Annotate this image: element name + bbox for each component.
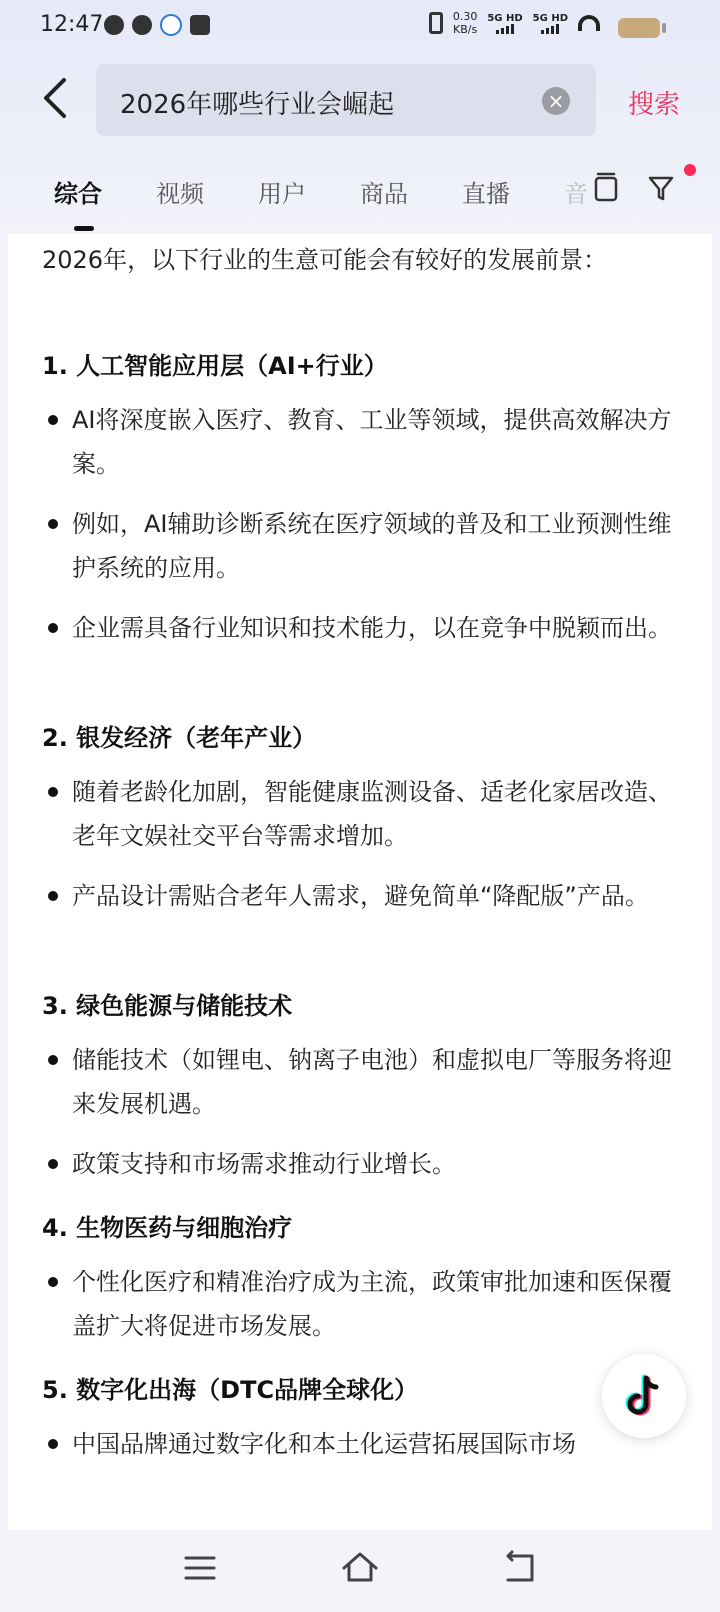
- bullet-dot: [48, 787, 58, 797]
- wifi-icon: [578, 15, 600, 31]
- network-label-1: 5G HD: [487, 12, 523, 24]
- filter-badge: [684, 164, 696, 176]
- list-item: [42, 1422, 682, 1466]
- status-time: 12:47: [40, 12, 104, 37]
- search-button[interactable]: 搜索: [628, 90, 681, 120]
- section-heading: 2. 银发经济（老年产业）: [42, 724, 317, 752]
- signal-1: [487, 13, 522, 34]
- bullet-dot: [48, 1055, 58, 1065]
- list-item-text: 产品设计需贴合老年人需求，避免简单“降配版”产品。: [72, 882, 649, 910]
- filter-icon[interactable]: [644, 170, 680, 206]
- back-arrow-icon[interactable]: [36, 76, 80, 120]
- status-right: [429, 10, 600, 36]
- signal-2: [533, 13, 568, 34]
- search-input[interactable]: [96, 64, 596, 136]
- tab-users[interactable]: 用户: [258, 180, 306, 208]
- list-item-text: 中国品牌通过数字化和本土化运营拓展国际市场: [72, 1430, 576, 1458]
- list-item: [42, 502, 682, 590]
- back-icon[interactable]: [500, 1548, 540, 1588]
- tab-video[interactable]: 视频: [156, 180, 204, 208]
- list-item-text: 政策支持和市场需求推动行业增长。: [72, 1150, 456, 1178]
- bullet-dot: [48, 415, 58, 425]
- list-item-text: AI将深度嵌入医疗、教育、工业等领域，提供高效解决方案。: [72, 406, 672, 478]
- douyin-logo-icon: [602, 1354, 686, 1438]
- bullet-dot: [48, 1277, 58, 1287]
- vibrate-icon: [429, 12, 443, 34]
- network-label-2: 5G HD: [532, 12, 568, 24]
- battery-icon: [618, 18, 660, 38]
- tab-bar: [0, 170, 720, 230]
- layout-icon[interactable]: [588, 170, 624, 206]
- bullet-dot: [48, 519, 58, 529]
- menu-icon[interactable]: [180, 1548, 220, 1588]
- signal-bars-icon: [487, 24, 522, 34]
- list-item-text: 个性化医疗和精准治疗成为主流，政策审批加速和医保覆盖扩大将促进市场发展。: [72, 1268, 672, 1340]
- section-heading: 1. 人工智能应用层（AI+行业）: [42, 352, 388, 380]
- tab-live[interactable]: 直播: [462, 180, 510, 208]
- ai-answer-card: [8, 234, 712, 1530]
- search-query: 2026年哪些行业会崛起: [120, 90, 395, 120]
- app-notification-icon: [104, 15, 124, 35]
- list-item: [42, 770, 682, 858]
- tab-music[interactable]: 音: [564, 180, 588, 208]
- list-item-text: 储能技术（如锂电、钠离子电池）和虚拟电厂等服务将迎来发展机遇。: [72, 1046, 672, 1118]
- status-bar: [0, 0, 720, 56]
- tab-comprehensive[interactable]: 综合: [54, 180, 102, 208]
- list-item: [42, 874, 682, 918]
- list-item-text: 随着老龄化加剧，智能健康监测设备、适老化家居改造、老年文娱社交平台等需求增加。: [72, 778, 672, 850]
- shopping-bag-icon: [190, 15, 210, 35]
- list-item: [42, 606, 682, 650]
- douyin-floating-button[interactable]: [602, 1354, 686, 1438]
- section-heading: 4. 生物医药与细胞治疗: [42, 1214, 293, 1242]
- list-item-text: 例如，AI辅助诊断系统在医疗领域的普及和工业预测性维护系统的应用。: [72, 510, 672, 582]
- list-item: [42, 1038, 682, 1126]
- list-item: [42, 1142, 682, 1186]
- signal-bars-icon: [533, 24, 568, 34]
- clear-icon[interactable]: ×: [542, 87, 570, 115]
- bullet-dot: [48, 1159, 58, 1169]
- list-item: [42, 398, 682, 486]
- list-item: [42, 1260, 682, 1348]
- section-heading: 3. 绿色能源与储能技术: [42, 992, 293, 1020]
- speed-value: 0.30: [452, 10, 478, 23]
- list-item-text: 企业需具备行业知识和技术能力，以在竞争中脱颖而出。: [72, 614, 672, 642]
- system-navigation-bar: [0, 1530, 720, 1612]
- message-icon: [132, 15, 152, 35]
- speed-unit: KB/s: [452, 23, 478, 36]
- bullet-dot: [48, 1439, 58, 1449]
- section-heading: 5. 数字化出海（DTC品牌全球化）: [42, 1376, 419, 1404]
- notification-icons: [104, 14, 210, 36]
- network-speed: [453, 10, 478, 36]
- bullet-dot: [48, 623, 58, 633]
- intro-paragraph: 2026年，以下行业的生意可能会有较好的发展前景：: [42, 246, 608, 274]
- battery-cap: [662, 23, 666, 33]
- home-icon[interactable]: [340, 1548, 380, 1588]
- tab-products[interactable]: 商品: [360, 180, 408, 208]
- active-tab-indicator: [74, 226, 94, 231]
- app-logo-icon: [160, 14, 182, 36]
- bullet-dot: [48, 891, 58, 901]
